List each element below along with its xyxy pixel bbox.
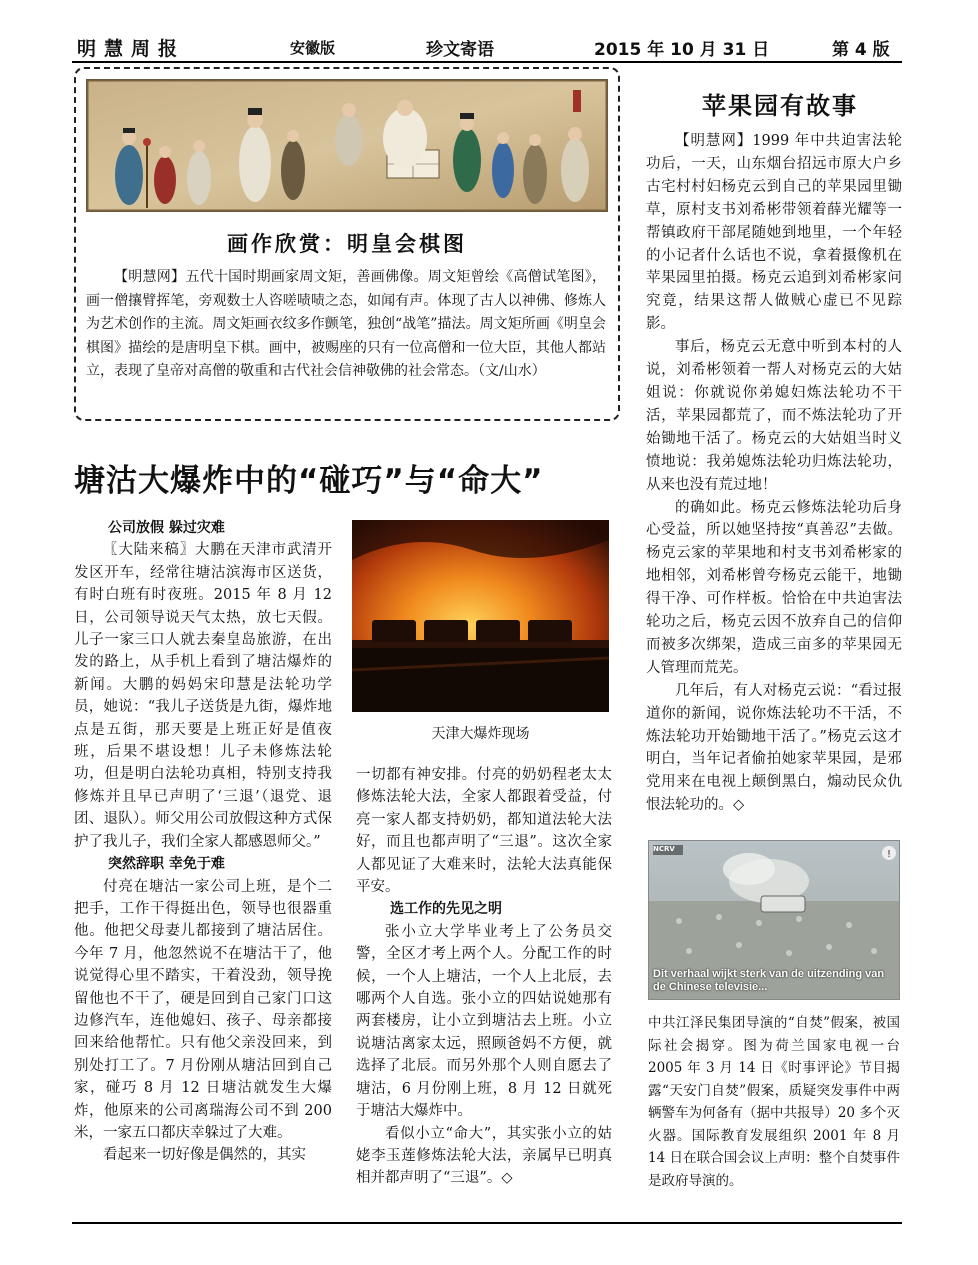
- footer-rule: [72, 1222, 902, 1224]
- edition-region: 安徽版: [290, 39, 336, 57]
- page-header: [72, 34, 902, 62]
- apple-story-title: 苹果园有故事: [702, 92, 858, 120]
- article-paragraph: 付亮在塘沽一家公司上班，是个二把手，工作干得挺出色，领导也很器重他。他把父母妻儿都接到了塘沽居住。今年 7 月，他忽然说不在塘沽干了，他说觉得心里不踏实，干着没劲，领导挽留他也不干了，硬是回到自己家门口这边修汽车，连他媳妇、孩子、母亲都接回来给他帮忙。只有他父亲没回来，到别处打工了。7 月份刚从塘沽回到自己家，碰巧 8 月 12 日塘沽就发生大爆炸，他原来的公司离瑞海公司不到 200 米，一家五口都庆幸躲过了大难。: [74, 878, 332, 1141]
- svg-text:!: !: [886, 849, 892, 860]
- apple-paragraph: 的确如此。杨克云修炼法轮功后身心受益，所以她坚持按“真善忍”去做。杨克云家的苹果地和村支书刘希彬家的地相邻，刘希彬曾夸杨克云能干，地锄得干净、可作样板。恰恰在中共迫害法轮功之后，杨克云因不放弃自己的信仰而被多次绑架，造成三亩多的苹果园无人管理而荒芜。: [646, 499, 902, 676]
- article-paragraph: 一切都有神安排。付亮的奶奶程老太太修炼法轮大法，全家人都跟着受益，付亮一家人都支持奶奶，都知道法轮大法好，而且也都声明了“三退”。这次全家人都见证了大难来时，法轮大法真能保平安。: [356, 767, 612, 896]
- article-headline: 塘沽大爆炸中的“碰巧”与“命大”: [74, 463, 544, 499]
- article-paragraph: 看似小立“命大”，其实张小立的姑姥李玉莲修炼法轮大法，亲属早已明真相并都声明了“三退”。◇: [356, 1125, 612, 1187]
- tv-caption: 中共江泽民集团导演的“自焚”假案，被国际社会揭穿。图为荷兰国家电视一台 2005 年 3 月 14 日《时事评论》节目揭露“天安门自焚”假案，质疑突发事件中两辆警车为何备有（据中共报导）20 多个灭火器。国际教育发展组织 2001 年 8 月 14 日在联合国会议上声明：整个自焚事件是政府导演的。: [648, 1015, 900, 1189]
- apple-paragraph: 事后，杨克云无意中听到本村的人说，刘希彬领着一帮人对杨克云的大姑姐说：你就说你弟媳妇炼法轮功不干活，苹果园都荒了，而不炼法轮功了开始锄地干活了。杨克云的大姑姐当时义愤地说：我弟媳炼法轮功归炼法轮功，从来也没有荒过地！: [646, 339, 902, 493]
- apple-story-body: [646, 130, 902, 817]
- article-column-1: [74, 517, 332, 1167]
- article-paragraph: 张小立大学毕业考上了公务员交警，全区才考上两个人。分配工作的时候，一个人上塘沽，一个人上北辰，去哪两个人自选。张小立的四姑说她那有两套楼房，让小立到塘沽去上班。小立说塘沽离家太远，照顾爸妈不方便，就选择了北辰。而另外那个人则自愿去了塘沽，6 月份刚上班，8 月 12 日就死于塘沽大爆炸中。: [356, 923, 612, 1120]
- article-paragraph: 〖大陆来稿〗大鹏在天津市武清开发区开车，经常往塘沽滨海市区送货，有时白班有时夜班。2015 年 8 月 12 日，公司领导说天气太热，放七天假。儿子一家三口人就去秦皇岛旅游，在出发的路上，从手机上看到了塘沽爆炸的新闻。大鹏的妈妈宋印慧是法轮功学员，她说：“我儿子送货是九街，爆炸地点是五街，那天要是上班正好是值夜班，后果不堪设想！儿子未修炼法轮功，但是明白法轮功真相，特别支持我修炼并且早已声明了‘三退’（退党、退团、退队）。师父用公司放假这种方式保护了我儿子，我们全家人都感恩师父。”: [74, 542, 332, 850]
- painting-image: [86, 79, 608, 212]
- section-subheading: 突然辞职 幸免于难: [108, 856, 225, 873]
- column-name: 珍文寄语: [426, 40, 494, 60]
- explosion-photo: [352, 520, 609, 712]
- section-subheading: 公司放假 躲过灾难: [108, 520, 225, 536]
- article-paragraph: 看起来一切好像是偶然的，其实: [103, 1147, 306, 1164]
- issue-date: 2015 年 10 月 31 日: [594, 40, 770, 60]
- header-rule: [72, 61, 902, 63]
- painting-description: 【明慧网】五代十国时期画家周文矩，善画佛像。周文矩曾绘《高僧试笔图》，画一僧攘臂挥笔，旁观数士人咨嗟啧啧之态，如闻有声。体现了古人以神佛、修炼人为艺术创作的主流。周文矩画衣纹多作颤笔，独创“战笔”描法。周文矩所画《明皇会棋图》描绘的是唐明皇下棋。画中，被赐座的只有一位高僧和一位大臣，其他人都站立，表现了皇帝对高僧的敬重和古代社会信神敬佛的社会常态。（文/山水）: [86, 269, 606, 379]
- paper-name: 明慧周报: [77, 38, 186, 60]
- page-number: 第 4 版: [832, 40, 890, 60]
- tv-overlay-text: Dit verhaal wijkt sterk van de uitzending van de Chinese televisie...: [653, 968, 885, 993]
- tv-screenshot-image: [648, 840, 900, 1000]
- painting-title: 画作欣赏：明皇会棋图: [227, 232, 467, 256]
- article-column-2: [356, 764, 612, 1190]
- apple-paragraph: 几年后，有人对杨克云说：“看过报道你的新闻，说你炼法轮功不干活，不炼法轮功开始锄地干活了。”杨克云这才明白，当年记者偷拍她家苹果园，是邪党用来在电视上颠倒黑白，煽动民众仇恨法轮功的。◇: [646, 682, 902, 814]
- section-subheading: 选工作的先见之明: [390, 901, 502, 918]
- apple-paragraph: 【明慧网】1999 年中共迫害法轮功后，一天，山东烟台招远市原大户乡古宅村村妇杨克云到自己的苹果园里锄草，原村支书刘希彬带领着薛光耀等一帮镇政府干部尾随她到地里，一个年轻的小记者什么话也不说，拿着摄像机在苹果园里拍摄。杨克云追到刘希彬家问究竟，结果这帮人做贼心虚已不见踪影。: [646, 133, 902, 333]
- tv-channel-logo: NCRV: [653, 845, 675, 853]
- explosion-photo-caption: 天津大爆炸现场: [431, 726, 530, 742]
